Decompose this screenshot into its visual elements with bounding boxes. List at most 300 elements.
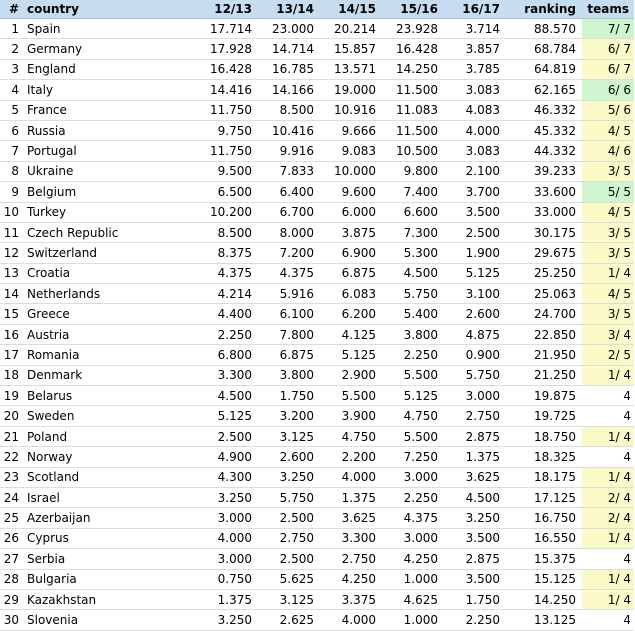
season-15-16-cell: 23.928: [382, 19, 444, 39]
season-15-16-cell: 5.500: [382, 365, 444, 385]
rank-cell: 20: [0, 406, 24, 426]
season-16-17-cell: 3.857: [444, 39, 506, 59]
teams-cell: 1/ 4: [582, 589, 634, 609]
season-14-15-cell: 6.200: [320, 304, 382, 324]
teams-cell: 1/ 4: [582, 528, 634, 548]
rank-cell: 11: [0, 222, 24, 242]
table-row: [0, 345, 634, 365]
teams-cell: 5/ 6: [582, 100, 634, 120]
country-cell: Romania: [24, 345, 192, 365]
season-14-15-cell: 4.250: [320, 569, 382, 589]
season-14-15-cell: 5.500: [320, 386, 382, 406]
season-14-15-cell: 4.750: [320, 426, 382, 446]
season-13-14-cell: 3.250: [258, 467, 320, 487]
season-15-16-cell: 4.750: [382, 406, 444, 426]
season-15-16-cell: 1.000: [382, 610, 444, 630]
season-12-13-cell: 4.900: [192, 447, 258, 467]
season-15-16-cell: 10.500: [382, 141, 444, 161]
country-cell: Norway: [24, 447, 192, 467]
country-cell: Portugal: [24, 141, 192, 161]
teams-cell: 7/ 7: [582, 19, 634, 39]
ranking-cell: 14.250: [506, 589, 582, 609]
season-15-16-cell: 6.600: [382, 202, 444, 222]
season-13-14-cell: 6.875: [258, 345, 320, 365]
season-12-13-cell: 17.714: [192, 19, 258, 39]
teams-cell: 3/ 5: [582, 243, 634, 263]
table-header-row: [0, 0, 634, 19]
header-season-13-14: 13/14: [258, 0, 320, 19]
season-12-13-cell: 5.125: [192, 406, 258, 426]
season-14-15-cell: 2.900: [320, 365, 382, 385]
header-teams: teams: [582, 0, 634, 19]
season-13-14-cell: 3.800: [258, 365, 320, 385]
teams-cell: 3/ 5: [582, 304, 634, 324]
season-15-16-cell: 2.250: [382, 345, 444, 365]
table-row: [0, 589, 634, 609]
country-cell: England: [24, 59, 192, 79]
season-13-14-cell: 8.000: [258, 222, 320, 242]
season-15-16-cell: 3.800: [382, 324, 444, 344]
season-14-15-cell: 10.916: [320, 100, 382, 120]
rank-cell: 22: [0, 447, 24, 467]
table-body: [0, 19, 634, 631]
table-row: [0, 467, 634, 487]
table-row: [0, 59, 634, 79]
ranking-cell: 18.175: [506, 467, 582, 487]
teams-cell: 4/ 5: [582, 284, 634, 304]
teams-cell: 4: [582, 406, 634, 426]
header-ranking: ranking: [506, 0, 582, 19]
season-15-16-cell: 5.750: [382, 284, 444, 304]
season-13-14-cell: 4.375: [258, 263, 320, 283]
season-16-17-cell: 3.083: [444, 141, 506, 161]
ranking-cell: 25.063: [506, 284, 582, 304]
rank-cell: 23: [0, 467, 24, 487]
season-12-13-cell: 4.214: [192, 284, 258, 304]
table-row: [0, 100, 634, 120]
season-16-17-cell: 3.625: [444, 467, 506, 487]
season-14-15-cell: 9.083: [320, 141, 382, 161]
ranking-cell: 30.175: [506, 222, 582, 242]
season-16-17-cell: 3.083: [444, 80, 506, 100]
season-14-15-cell: 9.666: [320, 120, 382, 140]
country-cell: Serbia: [24, 549, 192, 569]
ranking-cell: 29.675: [506, 243, 582, 263]
season-12-13-cell: 9.750: [192, 120, 258, 140]
season-13-14-cell: 7.800: [258, 324, 320, 344]
teams-cell: 3/ 5: [582, 161, 634, 181]
country-cell: Belarus: [24, 386, 192, 406]
country-cell: Czech Republic: [24, 222, 192, 242]
ranking-cell: 15.125: [506, 569, 582, 589]
teams-cell: 2/ 4: [582, 508, 634, 528]
season-16-17-cell: 3.500: [444, 202, 506, 222]
country-cell: Azerbaijan: [24, 508, 192, 528]
table-row: [0, 161, 634, 181]
season-14-15-cell: 4.000: [320, 610, 382, 630]
country-cell: Ukraine: [24, 161, 192, 181]
ranking-cell: 17.125: [506, 487, 582, 507]
ranking-cell: 44.332: [506, 141, 582, 161]
season-12-13-cell: 10.200: [192, 202, 258, 222]
season-12-13-cell: 11.750: [192, 141, 258, 161]
ranking-cell: 46.332: [506, 100, 582, 120]
season-16-17-cell: 2.500: [444, 222, 506, 242]
season-15-16-cell: 16.428: [382, 39, 444, 59]
season-12-13-cell: 8.375: [192, 243, 258, 263]
ranking-cell: 64.819: [506, 59, 582, 79]
season-12-13-cell: 3.250: [192, 487, 258, 507]
season-16-17-cell: 0.900: [444, 345, 506, 365]
season-13-14-cell: 5.625: [258, 569, 320, 589]
season-15-16-cell: 5.300: [382, 243, 444, 263]
season-13-14-cell: 6.700: [258, 202, 320, 222]
teams-cell: 6/ 7: [582, 59, 634, 79]
rank-cell: 21: [0, 426, 24, 446]
teams-cell: 2/ 4: [582, 487, 634, 507]
table-row: [0, 386, 634, 406]
season-14-15-cell: 10.000: [320, 161, 382, 181]
season-16-17-cell: 4.500: [444, 487, 506, 507]
season-13-14-cell: 2.750: [258, 528, 320, 548]
table-row: [0, 610, 634, 630]
season-13-14-cell: 2.500: [258, 549, 320, 569]
ranking-cell: 88.570: [506, 19, 582, 39]
table-row: [0, 304, 634, 324]
season-16-17-cell: 2.250: [444, 610, 506, 630]
season-12-13-cell: 3.000: [192, 508, 258, 528]
table-row: [0, 447, 634, 467]
season-15-16-cell: 3.000: [382, 467, 444, 487]
season-12-13-cell: 0.750: [192, 569, 258, 589]
season-16-17-cell: 3.100: [444, 284, 506, 304]
ranking-cell: 13.125: [506, 610, 582, 630]
ranking-cell: 18.325: [506, 447, 582, 467]
season-16-17-cell: 4.000: [444, 120, 506, 140]
season-15-16-cell: 4.375: [382, 508, 444, 528]
season-15-16-cell: 7.250: [382, 447, 444, 467]
teams-cell: 6/ 7: [582, 39, 634, 59]
rank-cell: 26: [0, 528, 24, 548]
ranking-cell: 33.600: [506, 182, 582, 202]
season-14-15-cell: 1.375: [320, 487, 382, 507]
country-cell: Germany: [24, 39, 192, 59]
season-14-15-cell: 2.200: [320, 447, 382, 467]
season-15-16-cell: 7.300: [382, 222, 444, 242]
table-row: [0, 222, 634, 242]
rank-cell: 6: [0, 120, 24, 140]
country-cell: Kazakhstan: [24, 589, 192, 609]
teams-cell: 1/ 4: [582, 569, 634, 589]
teams-cell: 1/ 4: [582, 426, 634, 446]
season-13-14-cell: 23.000: [258, 19, 320, 39]
season-16-17-cell: 2.875: [444, 549, 506, 569]
season-12-13-cell: 4.300: [192, 467, 258, 487]
season-13-14-cell: 2.625: [258, 610, 320, 630]
rank-cell: 17: [0, 345, 24, 365]
table-row: [0, 243, 634, 263]
season-12-13-cell: 11.750: [192, 100, 258, 120]
season-16-17-cell: 4.083: [444, 100, 506, 120]
season-15-16-cell: 14.250: [382, 59, 444, 79]
table-row: [0, 365, 634, 385]
season-16-17-cell: 5.750: [444, 365, 506, 385]
teams-cell: 5/ 5: [582, 182, 634, 202]
table-row: [0, 263, 634, 283]
country-cell: Croatia: [24, 263, 192, 283]
season-15-16-cell: 3.000: [382, 528, 444, 548]
table-row: [0, 487, 634, 507]
country-cell: Belgium: [24, 182, 192, 202]
rank-cell: 7: [0, 141, 24, 161]
season-15-16-cell: 5.500: [382, 426, 444, 446]
rank-cell: 9: [0, 182, 24, 202]
season-12-13-cell: 16.428: [192, 59, 258, 79]
season-12-13-cell: 3.300: [192, 365, 258, 385]
rank-cell: 14: [0, 284, 24, 304]
season-15-16-cell: 5.125: [382, 386, 444, 406]
country-cell: Scotland: [24, 467, 192, 487]
rank-cell: 25: [0, 508, 24, 528]
season-13-14-cell: 5.916: [258, 284, 320, 304]
teams-cell: 3/ 4: [582, 324, 634, 344]
rank-cell: 27: [0, 549, 24, 569]
season-13-14-cell: 3.125: [258, 589, 320, 609]
table-row: [0, 406, 634, 426]
rank-cell: 8: [0, 161, 24, 181]
ranking-cell: 19.725: [506, 406, 582, 426]
country-cell: Cyprus: [24, 528, 192, 548]
season-13-14-cell: 3.200: [258, 406, 320, 426]
ranking-cell: 15.375: [506, 549, 582, 569]
season-15-16-cell: 9.800: [382, 161, 444, 181]
table-row: [0, 80, 634, 100]
table-row: [0, 202, 634, 222]
ranking-cell: 16.550: [506, 528, 582, 548]
teams-cell: 4: [582, 447, 634, 467]
season-14-15-cell: 15.857: [320, 39, 382, 59]
season-14-15-cell: 2.750: [320, 549, 382, 569]
country-cell: Poland: [24, 426, 192, 446]
season-14-15-cell: 4.125: [320, 324, 382, 344]
teams-cell: 2/ 5: [582, 345, 634, 365]
season-16-17-cell: 3.785: [444, 59, 506, 79]
table-row: [0, 120, 634, 140]
rank-cell: 29: [0, 589, 24, 609]
country-cell: Israel: [24, 487, 192, 507]
season-13-14-cell: 6.100: [258, 304, 320, 324]
season-15-16-cell: 11.083: [382, 100, 444, 120]
header-season-12-13: 12/13: [192, 0, 258, 19]
table-row: [0, 549, 634, 569]
season-15-16-cell: 4.250: [382, 549, 444, 569]
season-14-15-cell: 6.000: [320, 202, 382, 222]
teams-cell: 4/ 5: [582, 202, 634, 222]
ranking-cell: 19.875: [506, 386, 582, 406]
country-cell: Spain: [24, 19, 192, 39]
season-12-13-cell: 2.500: [192, 426, 258, 446]
teams-cell: 1/ 4: [582, 365, 634, 385]
season-13-14-cell: 16.785: [258, 59, 320, 79]
season-12-13-cell: 6.500: [192, 182, 258, 202]
season-15-16-cell: 2.250: [382, 487, 444, 507]
season-14-15-cell: 9.600: [320, 182, 382, 202]
season-13-14-cell: 2.600: [258, 447, 320, 467]
season-16-17-cell: 3.500: [444, 569, 506, 589]
season-12-13-cell: 3.250: [192, 610, 258, 630]
country-cell: Austria: [24, 324, 192, 344]
ranking-cell: 33.000: [506, 202, 582, 222]
country-cell: Slovenia: [24, 610, 192, 630]
season-14-15-cell: 19.000: [320, 80, 382, 100]
season-14-15-cell: 3.875: [320, 222, 382, 242]
header-season-14-15: 14/15: [320, 0, 382, 19]
ranking-cell: 62.165: [506, 80, 582, 100]
ranking-cell: 16.750: [506, 508, 582, 528]
teams-cell: 4: [582, 549, 634, 569]
season-16-17-cell: 1.375: [444, 447, 506, 467]
season-12-13-cell: 6.800: [192, 345, 258, 365]
season-12-13-cell: 17.928: [192, 39, 258, 59]
season-14-15-cell: 13.571: [320, 59, 382, 79]
country-cell: Turkey: [24, 202, 192, 222]
season-15-16-cell: 11.500: [382, 80, 444, 100]
ranking-cell: 68.784: [506, 39, 582, 59]
ranking-cell: 25.250: [506, 263, 582, 283]
teams-cell: 1/ 4: [582, 467, 634, 487]
table-row: [0, 182, 634, 202]
teams-cell: 3/ 5: [582, 222, 634, 242]
country-cell: Denmark: [24, 365, 192, 385]
season-12-13-cell: 2.250: [192, 324, 258, 344]
season-16-17-cell: 2.100: [444, 161, 506, 181]
season-13-14-cell: 3.125: [258, 426, 320, 446]
season-16-17-cell: 2.600: [444, 304, 506, 324]
season-13-14-cell: 14.166: [258, 80, 320, 100]
season-13-14-cell: 9.916: [258, 141, 320, 161]
season-16-17-cell: 3.000: [444, 386, 506, 406]
season-16-17-cell: 2.875: [444, 426, 506, 446]
season-16-17-cell: 1.750: [444, 589, 506, 609]
table-row: [0, 569, 634, 589]
country-cell: Switzerland: [24, 243, 192, 263]
rank-cell: 18: [0, 365, 24, 385]
season-14-15-cell: 3.625: [320, 508, 382, 528]
season-16-17-cell: 4.875: [444, 324, 506, 344]
season-12-13-cell: 3.000: [192, 549, 258, 569]
teams-cell: 6/ 6: [582, 80, 634, 100]
rank-cell: 2: [0, 39, 24, 59]
rank-cell: 30: [0, 610, 24, 630]
header-rank: #: [0, 0, 24, 19]
season-12-13-cell: 4.000: [192, 528, 258, 548]
rank-cell: 13: [0, 263, 24, 283]
season-15-16-cell: 7.400: [382, 182, 444, 202]
ranking-cell: 45.332: [506, 120, 582, 140]
ranking-cell: 22.850: [506, 324, 582, 344]
rank-cell: 16: [0, 324, 24, 344]
season-12-13-cell: 14.416: [192, 80, 258, 100]
season-12-13-cell: 9.500: [192, 161, 258, 181]
table-row: [0, 141, 634, 161]
season-13-14-cell: 7.200: [258, 243, 320, 263]
season-15-16-cell: 11.500: [382, 120, 444, 140]
table-row: [0, 19, 634, 39]
rank-cell: 19: [0, 386, 24, 406]
season-16-17-cell: 3.250: [444, 508, 506, 528]
country-cell: Russia: [24, 120, 192, 140]
season-14-15-cell: 3.375: [320, 589, 382, 609]
teams-cell: 4: [582, 610, 634, 630]
header-country: country: [24, 0, 192, 19]
ranking-cell: 24.700: [506, 304, 582, 324]
ranking-cell: 21.250: [506, 365, 582, 385]
country-cell: Italy: [24, 80, 192, 100]
rank-cell: 15: [0, 304, 24, 324]
season-13-14-cell: 2.500: [258, 508, 320, 528]
season-12-13-cell: 8.500: [192, 222, 258, 242]
table-row: [0, 426, 634, 446]
header-season-15-16: 15/16: [382, 0, 444, 19]
season-13-14-cell: 1.750: [258, 386, 320, 406]
season-14-15-cell: 3.900: [320, 406, 382, 426]
season-14-15-cell: 4.000: [320, 467, 382, 487]
rank-cell: 28: [0, 569, 24, 589]
country-cell: France: [24, 100, 192, 120]
season-13-14-cell: 10.416: [258, 120, 320, 140]
ranking-cell: 18.750: [506, 426, 582, 446]
season-14-15-cell: 5.125: [320, 345, 382, 365]
season-16-17-cell: 3.700: [444, 182, 506, 202]
teams-cell: 1/ 4: [582, 263, 634, 283]
teams-cell: 4/ 5: [582, 120, 634, 140]
ranking-cell: 21.950: [506, 345, 582, 365]
season-13-14-cell: 8.500: [258, 100, 320, 120]
ranking-cell: 39.233: [506, 161, 582, 181]
season-13-14-cell: 14.714: [258, 39, 320, 59]
season-16-17-cell: 3.714: [444, 19, 506, 39]
season-15-16-cell: 4.625: [382, 589, 444, 609]
season-12-13-cell: 4.400: [192, 304, 258, 324]
season-16-17-cell: 3.500: [444, 528, 506, 548]
season-12-13-cell: 4.375: [192, 263, 258, 283]
table-row: [0, 528, 634, 548]
country-cell: Greece: [24, 304, 192, 324]
season-15-16-cell: 5.400: [382, 304, 444, 324]
rank-cell: 12: [0, 243, 24, 263]
rank-cell: 24: [0, 487, 24, 507]
season-14-15-cell: 20.214: [320, 19, 382, 39]
country-cell: Sweden: [24, 406, 192, 426]
country-cell: Netherlands: [24, 284, 192, 304]
season-13-14-cell: 5.750: [258, 487, 320, 507]
rank-cell: 10: [0, 202, 24, 222]
season-12-13-cell: 4.500: [192, 386, 258, 406]
table-row: [0, 508, 634, 528]
season-14-15-cell: 6.083: [320, 284, 382, 304]
rank-cell: 1: [0, 19, 24, 39]
season-15-16-cell: 1.000: [382, 569, 444, 589]
season-15-16-cell: 4.500: [382, 263, 444, 283]
season-16-17-cell: 5.125: [444, 263, 506, 283]
season-14-15-cell: 6.875: [320, 263, 382, 283]
rank-cell: 5: [0, 100, 24, 120]
season-16-17-cell: 2.750: [444, 406, 506, 426]
season-13-14-cell: 6.400: [258, 182, 320, 202]
season-14-15-cell: 3.300: [320, 528, 382, 548]
season-12-13-cell: 1.375: [192, 589, 258, 609]
rank-cell: 4: [0, 80, 24, 100]
